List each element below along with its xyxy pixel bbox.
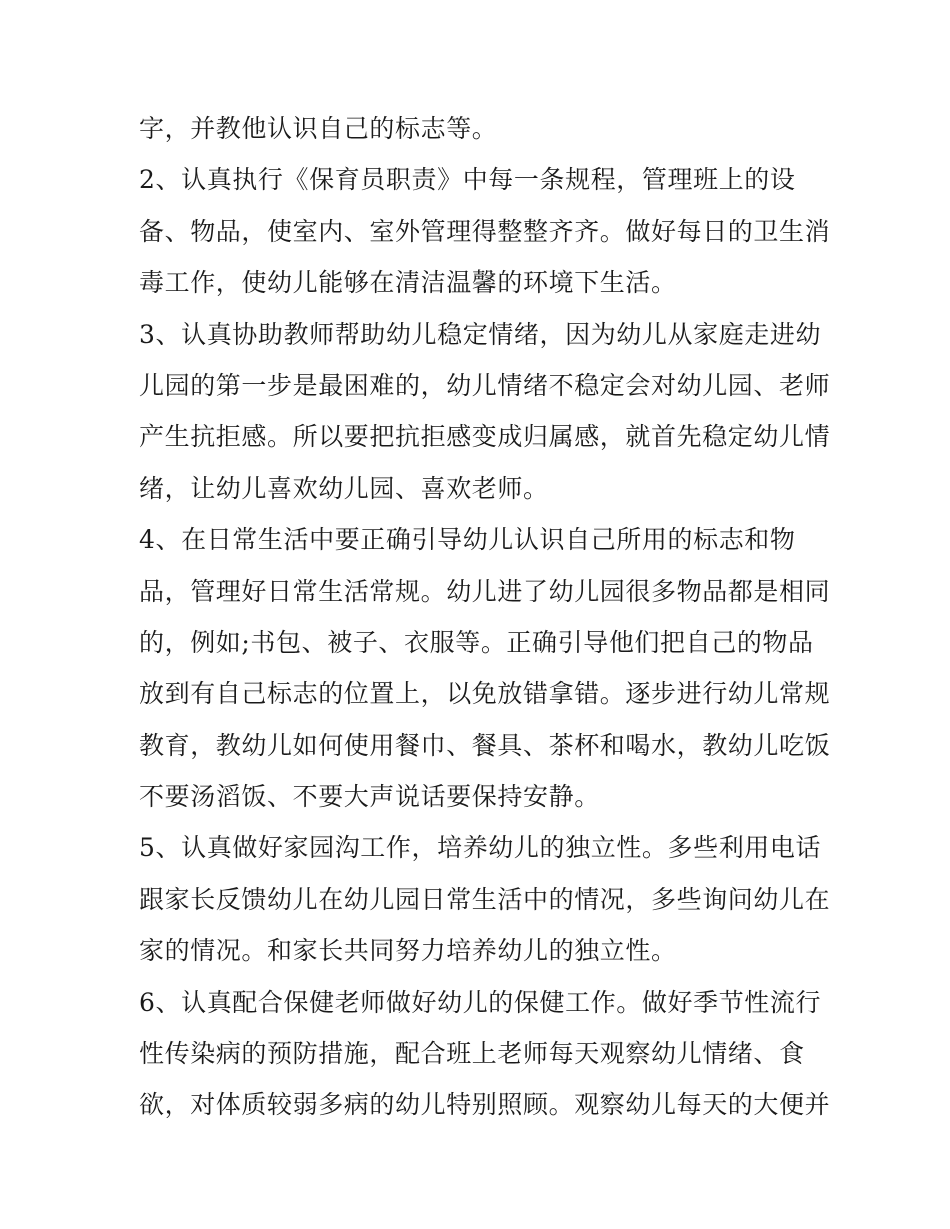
text-line: 儿园的第一步是最困难的，幼儿情绪不稳定会对幼儿园、老师: [139, 370, 831, 400]
text-line: 字，并教他认识自己的标志等。: [139, 114, 498, 143]
text-line: 跟家长反馈幼儿在幼儿园日常生活中的情况，多些询问幼儿在: [139, 884, 831, 914]
text-line: 毒工作，使幼儿能够在清洁温馨的环境下生活。: [139, 268, 677, 298]
text-line: 2、认真执行《保育员职责》中每一条规程，管理班上的设: [139, 165, 796, 195]
text-line: 5、认真做好家园沟工作，培养幼儿的独立性。多些利用电话: [139, 833, 822, 863]
text-line: 不要汤滔饭、不要大声说话要保持安静。: [139, 782, 600, 812]
text-line: 绪，让幼儿喜欢幼儿园、喜欢老师。: [139, 473, 549, 503]
text-line: 产生抗拒感。所以要把抗拒感变成归属感，就首先稳定幼儿情: [139, 422, 831, 452]
body-text: [139, 103, 829, 1131]
text-line: 4、在日常生活中要正确引导幼儿认识自己所用的标志和物: [139, 525, 796, 555]
text-line: 性传染病的预防措施，配合班上老师每天观察幼儿情绪、食: [139, 1039, 805, 1069]
text-line: 6、认真配合保健老师做好幼儿的保健工作。做好季节性流行: [139, 987, 822, 1017]
text-line: 备、物品，使室内、室外管理得整整齐齐。做好每日的卫生消: [139, 216, 831, 246]
text-line: 放到有自己标志的位置上，以免放错拿错。逐步进行幼儿常规: [139, 679, 831, 709]
text-line: 3、认真协助教师帮助幼儿稳定情绪，因为幼儿从家庭走进幼: [139, 319, 822, 349]
text-line: 家的情况。和家长共同努力培养幼儿的独立性。: [139, 936, 677, 966]
text-line: 教育，教幼儿如何使用餐巾、餐具、茶杯和喝水，教幼儿吃饭: [139, 730, 831, 760]
text-line: 欲，对体质较弱多病的幼儿特别照顾。观察幼儿每天的大便并: [139, 1090, 831, 1120]
text-line: 的，例如;书包、被子、衣服等。正确引导他们把自己的物品: [139, 627, 814, 657]
text-line: 品，管理好日常生活常规。幼儿进了幼儿园很多物品都是相同: [139, 576, 831, 606]
